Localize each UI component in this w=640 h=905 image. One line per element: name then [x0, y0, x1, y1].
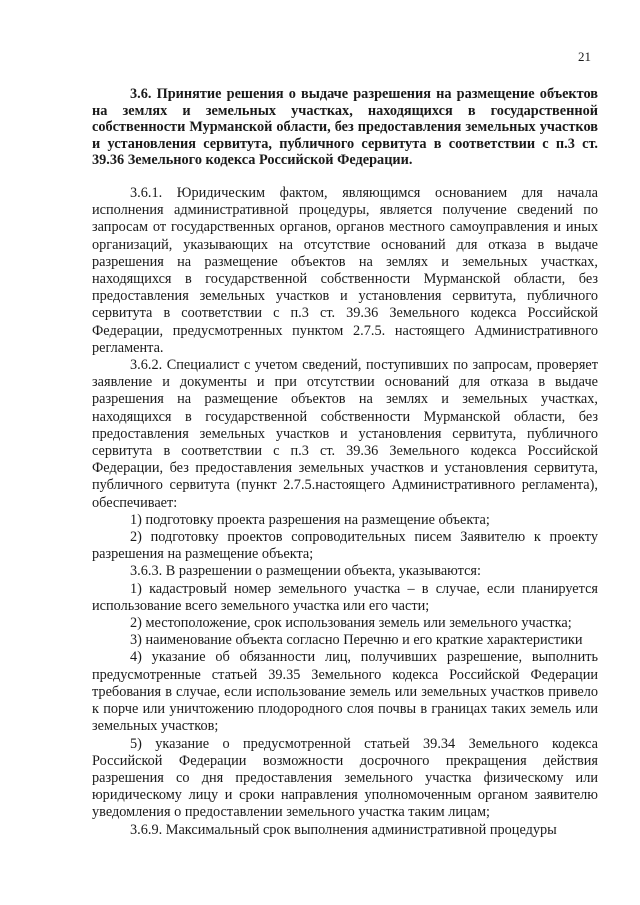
section-body [92, 185, 598, 839]
list-item: 5) указание о предусмотренной статьей 39.34 Земельного кодекса Российской Федерации возможности досрочного прекращения действия разрешения со дня предоставления земельного участка физическому или юридическому лицу и сроки направления уполномоченным органом заявителю уведомления о предоставлении земельного участка таким лицам; [92, 735, 598, 821]
list-item: 1) кадастровый номер земельного участка – в случае, если планируется использование всего земельного участка или его части; [92, 580, 598, 614]
section-heading: 3.6. Принятие решения о выдаче разрешения на размещение объектов на землях и земельных участках, находящихся в государственной собственности Мурманской области, без предоставления земельных участков и установления сервитута, публичного сервитута в соответствии с п.3 ст. 39.36 Земельного кодекса Российской Федерации. [92, 86, 598, 169]
paragraph-3-6-1: 3.6.1. Юридическим фактом, являющимся основанием для начала исполнения административной процедуры, является получение сведений по запросам от государственных органов, органов местного самоуправления и иных организаций, указывающих на отсутствие оснований для отказа в выдаче разрешения на размещение объектов на землях и земельных участках, находящихся в государственной собственности Мурманской области, без предоставления земельных участков и установления сервитута, публичного сервитута в соответствии с п.3 ст. 39.36 Земельного кодекса Российской Федерации, предусмотренных пунктом 2.7.5. настоящего Административного регламента. [92, 185, 598, 356]
paragraph-3-6-3: 3.6.3. В разрешении о размещении объекта, указываются: [130, 563, 481, 580]
page-number: 21 [578, 49, 591, 64]
list-item: 4) указание об обязанности лиц, получивших разрешение, выполнить предусмотренные статьей 39.35 Земельного кодекса Российской Федерации требования в случае, если использование земель или земельных участков привело к порче или уничтожению плодородного слоя почвы в границах таких земель или земельных участков; [92, 649, 598, 735]
list-item: 1) подготовку проекта разрешения на размещение объекта; [130, 511, 490, 528]
paragraph-3-6-2: 3.6.2. Специалист с учетом сведений, поступивших по запросам, проверяет заявление и документы и при отсутствии оснований для отказа в выдаче разрешения на размещение объектов на землях и земельных участках, находящихся в государственной собственности Мурманской области, без предоставления земельных участков и установления сервитута, публичного сервитута в соответствии с п.3 ст. 39.36 Земельного кодекса Российской Федерации, без предоставления земельных участков и установления сервитута, публичного сервитута (пункт 2.7.5.настоящего Административного регламента), обеспечивает: [92, 357, 598, 511]
list-item: 2) подготовку проектов сопроводительных писем Заявителю к проекту разрешения на размещение объекта; [92, 529, 598, 563]
list-item: 2) местоположение, срок использования земель или земельного участка; [130, 615, 572, 632]
list-item: 3) наименование объекта согласно Перечню и его краткие характеристики [130, 632, 583, 649]
paragraph-3-6-9: 3.6.9. Максимальный срок выполнения административной процедуры [130, 821, 557, 838]
